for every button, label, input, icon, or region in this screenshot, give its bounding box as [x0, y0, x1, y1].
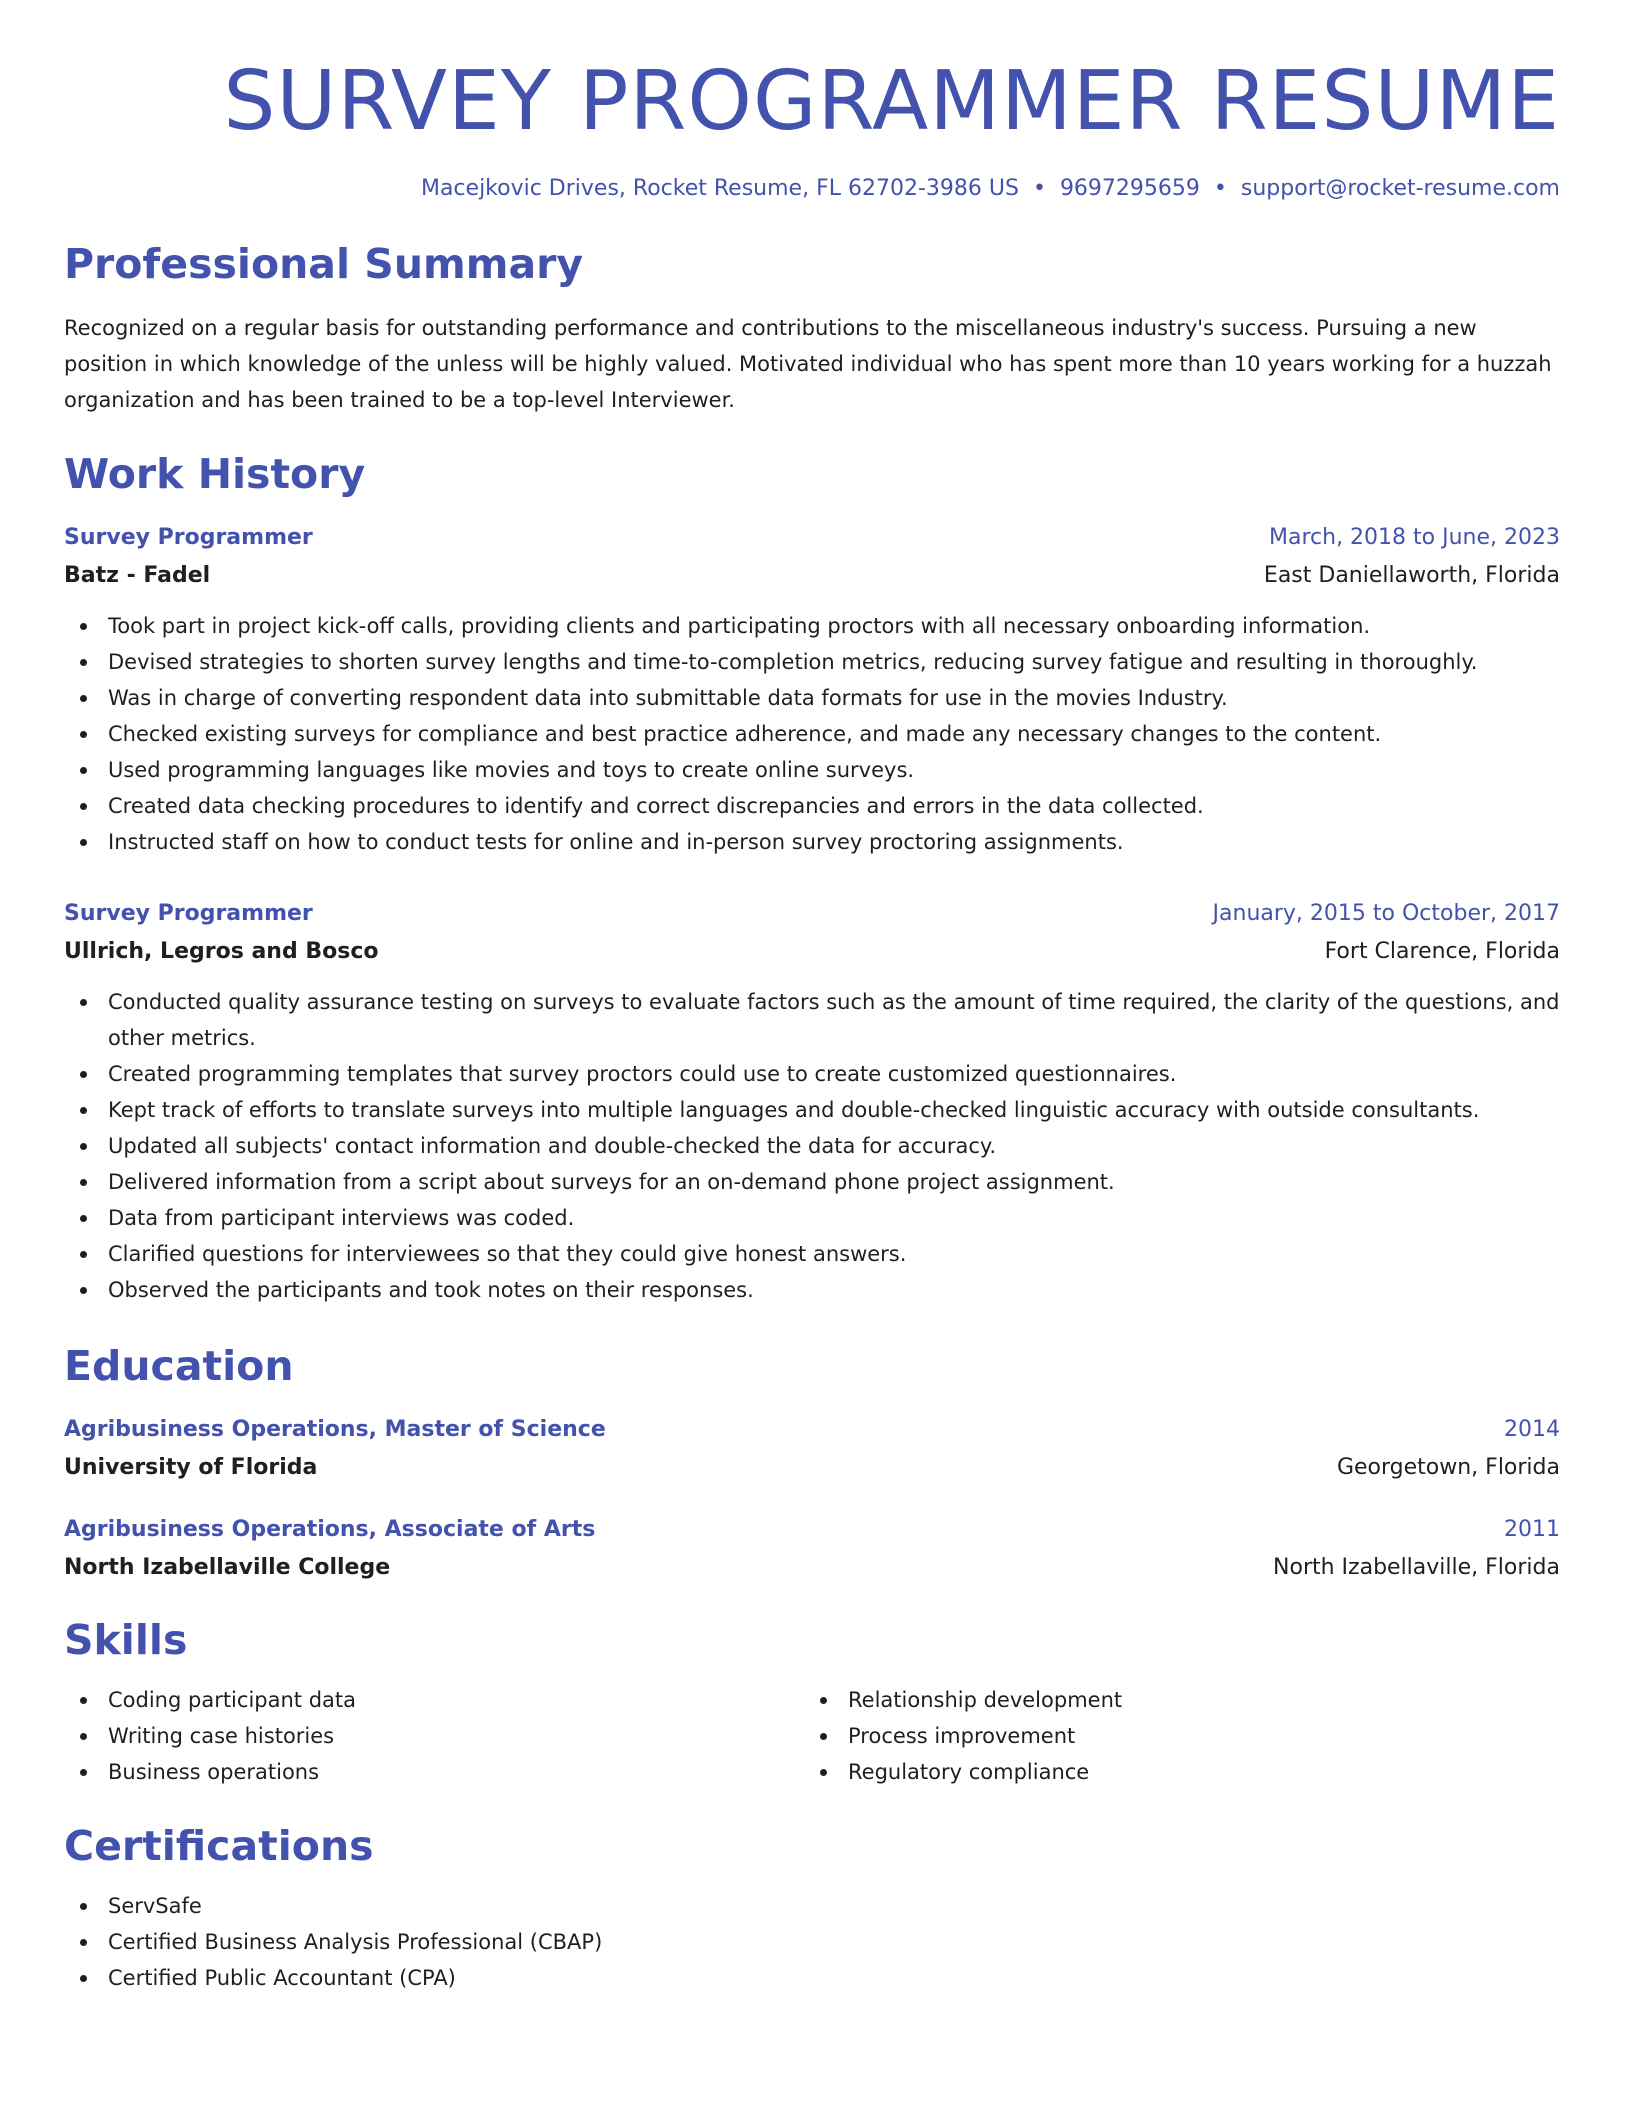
- job-dates: March, 2018 to June, 2023: [1269, 525, 1560, 550]
- skill-item: Coding participant data: [64, 1682, 804, 1718]
- skills-column-left: [64, 1682, 804, 1790]
- job-bullet: Data from participant interviews was coded.: [64, 1200, 1560, 1236]
- section-heading-education: Education: [64, 1342, 294, 1390]
- education-entry: [64, 1414, 1560, 1484]
- job-bullet: Was in charge of converting respondent data into submittable data formats for use in the movies Industry.: [64, 680, 1560, 716]
- job-entry: [64, 522, 1560, 860]
- certification-item: ServSafe: [64, 1888, 1560, 1924]
- contact-separator: •: [1213, 176, 1227, 201]
- contact-email: support@rocket-resume.com: [1240, 176, 1560, 201]
- education-location: North Izabellaville, Florida: [1273, 1555, 1560, 1580]
- education-school: North Izabellaville College: [64, 1555, 391, 1580]
- skills-column-right: [804, 1682, 1544, 1790]
- skill-item: Process improvement: [804, 1718, 1544, 1754]
- education-degree: Agribusiness Operations, Master of Science: [64, 1417, 606, 1442]
- job-dates: January, 2015 to October, 2017: [1212, 901, 1560, 926]
- education-year: 2014: [1504, 1417, 1560, 1442]
- job-company: Batz - Fadel: [64, 563, 211, 588]
- skill-item: Writing case histories: [64, 1718, 804, 1754]
- education-year: 2011: [1504, 1517, 1560, 1542]
- job-bullet: Kept track of efforts to translate surveys into multiple languages and double-checked linguistic accuracy with outside consultants.: [64, 1092, 1560, 1128]
- job-title: Survey Programmer: [64, 901, 313, 926]
- education-school: University of Florida: [64, 1455, 318, 1480]
- job-bullet: Conducted quality assurance testing on surveys to evaluate factors such as the amount of time required, the clarity of the questions, and other metrics.: [64, 984, 1560, 1056]
- job-company: Ullrich, Legros and Bosco: [64, 939, 379, 964]
- job-entry: [64, 898, 1560, 1308]
- certifications-list: [64, 1888, 1560, 1996]
- section-heading-certifications: Certifications: [64, 1822, 374, 1870]
- education-entry: [64, 1514, 1560, 1584]
- job-bullet: Delivered information from a script about surveys for an on-demand phone project assignment.: [64, 1164, 1560, 1200]
- skills-grid: [64, 1682, 1560, 1790]
- job-bullet: Clarified questions for interviewees so that they could give honest answers.: [64, 1236, 1560, 1272]
- job-location: East Daniellaworth, Florida: [1263, 563, 1560, 588]
- summary-text: Recognized on a regular basis for outstanding performance and contributions to the miscellaneous industry's success. Pursuing a new position in which knowledge of the unless will be highly valued. Motivated individual who has spent more than 10 years working for a huzzah organization and has been trained to be a top-level Interviewer.: [64, 316, 1552, 412]
- skill-item: Business operations: [64, 1754, 804, 1790]
- job-bullet: Took part in project kick-off calls, providing clients and participating proctors with all necessary onboarding information.: [64, 608, 1560, 644]
- job-title: Survey Programmer: [64, 525, 313, 550]
- contact-separator: •: [1032, 176, 1046, 201]
- job-bullet: Used programming languages like movies and toys to create online surveys.: [64, 752, 1560, 788]
- job-bullet: Instructed staff on how to conduct tests for online and in-person survey proctoring assignments.: [64, 824, 1560, 860]
- certification-item: Certified Public Accountant (CPA): [64, 1960, 1560, 1996]
- job-bullet: Created data checking procedures to identify and correct discrepancies and errors in the data collected.: [64, 788, 1560, 824]
- job-bullet: Updated all subjects' contact information and double-checked the data for accuracy.: [64, 1128, 1560, 1164]
- education-degree: Agribusiness Operations, Associate of Arts: [64, 1517, 596, 1542]
- contact-address: Macejkovic Drives, Rocket Resume, FL 62702-3986 US: [420, 176, 1019, 201]
- section-heading-summary: Professional Summary: [64, 240, 584, 288]
- job-bullet: Created programming templates that survey proctors could use to create customized questionnaires.: [64, 1056, 1560, 1092]
- job-bullet: Devised strategies to shorten survey lengths and time-to-completion metrics, reducing survey fatigue and resulting in thoroughly.: [64, 644, 1560, 680]
- job-bullet: Observed the participants and took notes on their responses.: [64, 1272, 1560, 1308]
- section-heading-skills: Skills: [64, 1616, 188, 1664]
- skill-item: Relationship development: [804, 1682, 1544, 1718]
- job-bullet: Checked existing surveys for compliance and best practice adherence, and made any necessary changes to the content.: [64, 716, 1560, 752]
- resume-title: SURVEY PROGRAMMER RESUME: [223, 54, 1560, 149]
- contact-phone: 9697295659: [1059, 176, 1200, 201]
- section-heading-work-history: Work History: [64, 450, 366, 498]
- job-bullets: [64, 984, 1560, 1308]
- contact-line: [64, 174, 1560, 204]
- skill-item: Regulatory compliance: [804, 1754, 1544, 1790]
- job-bullets: [64, 608, 1560, 860]
- education-location: Georgetown, Florida: [1336, 1455, 1560, 1480]
- certification-item: Certified Business Analysis Professional (CBAP): [64, 1924, 1560, 1960]
- job-location: Fort Clarence, Florida: [1324, 939, 1560, 964]
- resume-page: [64, 0, 1560, 1996]
